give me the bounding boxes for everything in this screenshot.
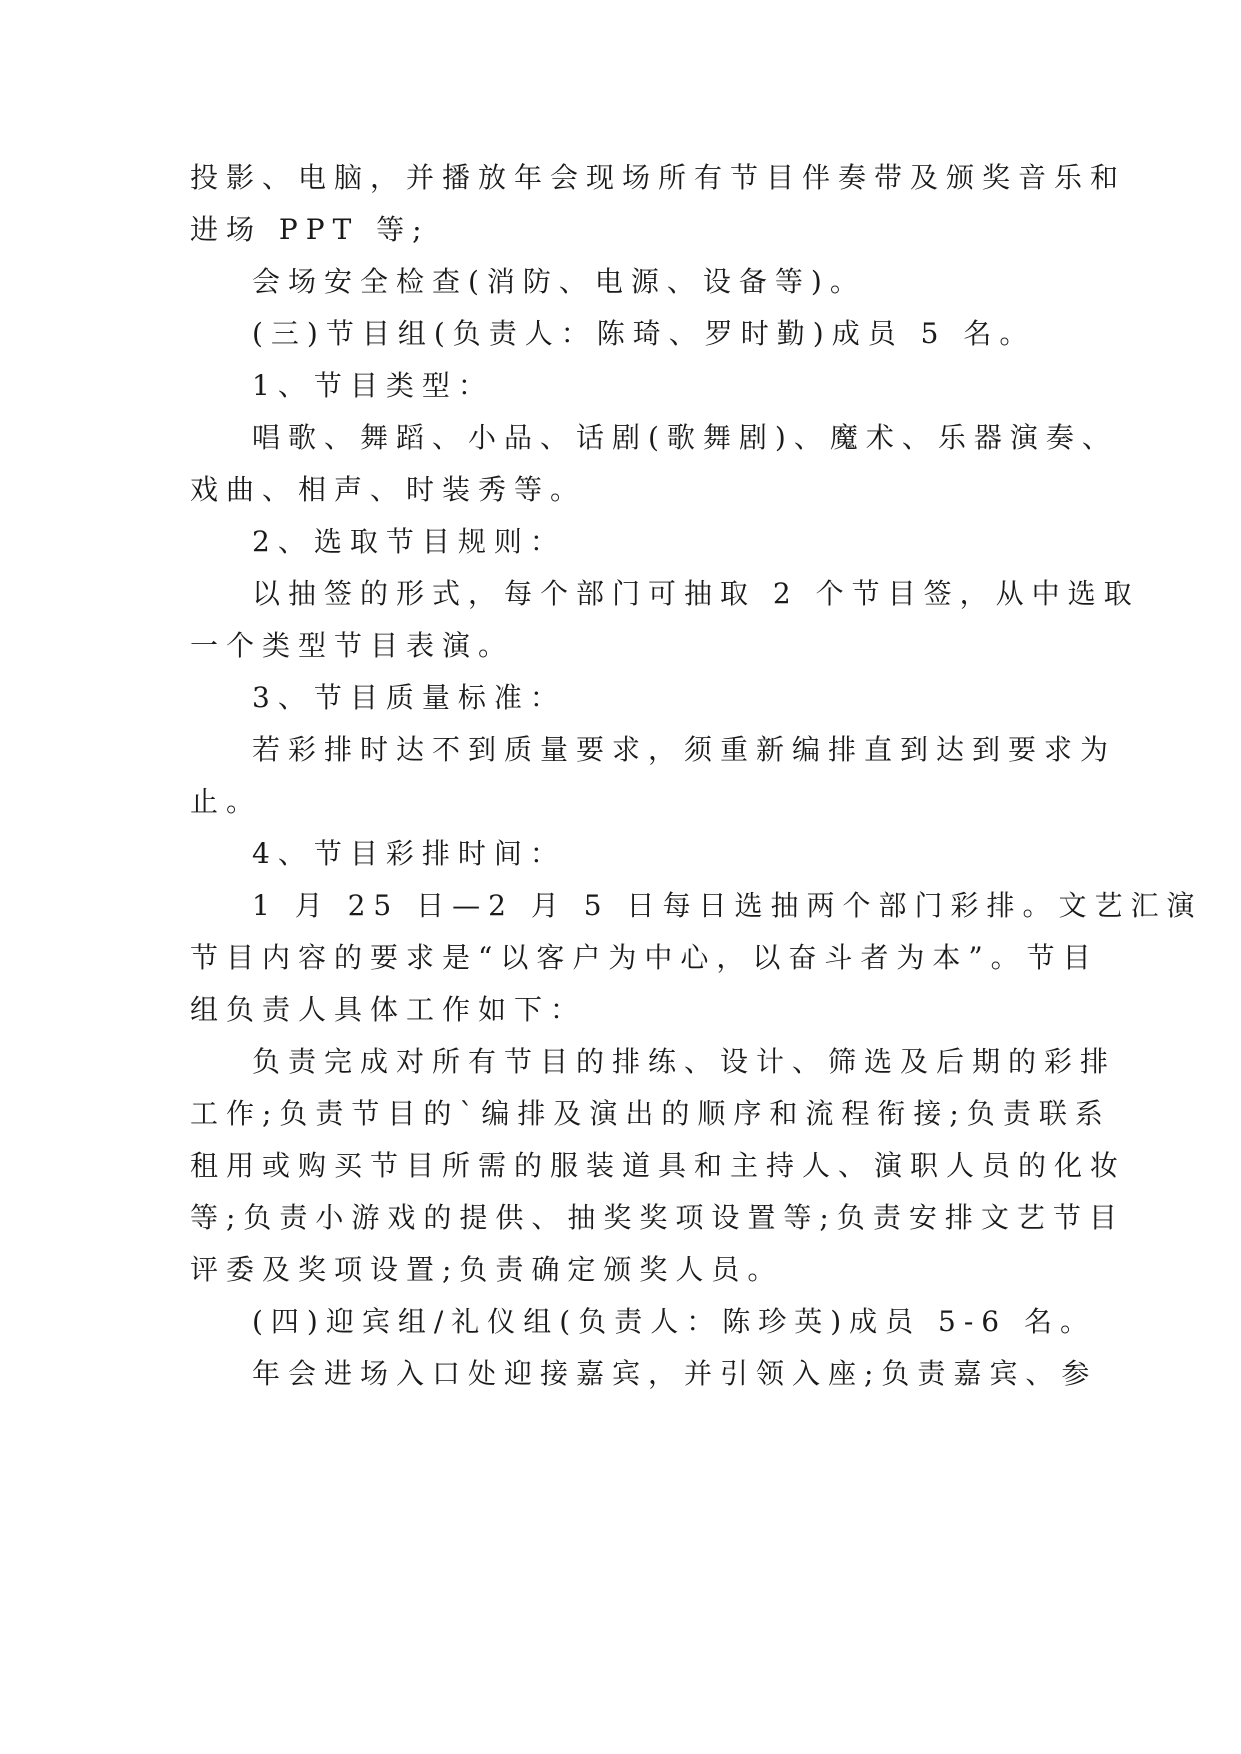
text-line: 负责完成对所有节目的排练、设计、筛选及后期的彩排	[252, 1045, 1117, 1078]
subsection-heading: 1、节目类型：	[252, 369, 494, 402]
text-line: 若彩排时达不到质量要求，须重新编排直到达到要求为	[252, 733, 1117, 766]
text-line: 节目内容的要求是“以客户为中心，以奋斗者为本”。节目	[190, 941, 1099, 974]
text-line: 会场安全检查(消防、电源、设备等)。	[252, 265, 866, 298]
text-line: 等;负责小游戏的提供、抽奖奖项设置等;负责安排文艺节目	[190, 1201, 1125, 1234]
subsection-heading: 4、节目彩排时间：	[252, 837, 566, 870]
subsection-heading: 3、节目质量标准：	[252, 681, 566, 714]
section-heading: (四)迎宾组/礼仪组(负责人：陈珍英)成员 5-6 名。	[252, 1305, 1097, 1338]
text-line: 投影、电脑，并播放年会现场所有节目伴奏带及颁奖音乐和	[190, 161, 1127, 194]
text-line: 工作;负责节目的`编排及演出的顺序和流程衔接;负责联系	[190, 1097, 1111, 1130]
text-line: 租用或购买节目所需的服装道具和主持人、演职人员的化妆	[190, 1149, 1127, 1182]
text-line: 止。	[190, 785, 263, 818]
text-line: 戏曲、相声、时装秀等。	[190, 473, 587, 506]
text-line: 一个类型节目表演。	[190, 629, 515, 662]
text-line: 组负责人具体工作如下：	[190, 993, 587, 1026]
text-line: 1 月 25 日—2 月 5 日每日选抽两个部门彩排。文艺汇演	[252, 889, 1203, 922]
text-line: 评委及奖项设置;负责确定颁奖人员。	[190, 1253, 784, 1286]
subsection-heading: 2、选取节目规则：	[252, 525, 566, 558]
section-heading: (三)节目组(负责人：陈琦、罗时勤)成员 5 名。	[252, 317, 1036, 350]
text-line: 进场 PPT 等;	[190, 213, 430, 246]
text-line: 唱歌、舞蹈、小品、话剧(歌舞剧)、魔术、乐器演奏、	[252, 421, 1118, 454]
text-line: 以抽签的形式，每个部门可抽取 2 个节目签，从中选取	[252, 577, 1140, 610]
text-line: 年会进场入口处迎接嘉宾，并引领入座;负责嘉宾、参	[252, 1357, 1098, 1390]
